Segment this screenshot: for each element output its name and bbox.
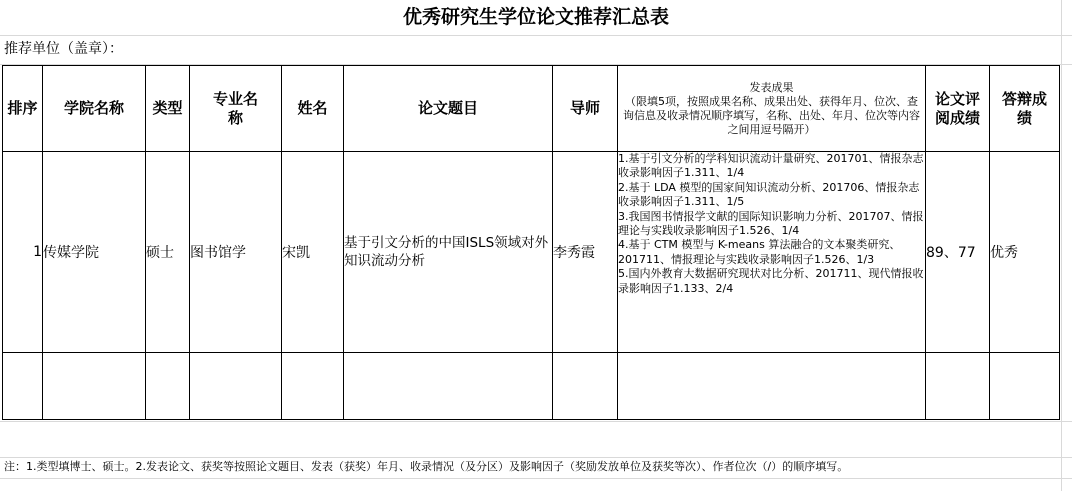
header-row bbox=[3, 66, 1060, 152]
header-major: 专业名称 bbox=[190, 66, 282, 152]
empty-cell[interactable] bbox=[344, 353, 553, 420]
publication-item: 1.基于引文分析的学科知识流动计量研究、201701、情报杂志收录影响因子1.311、1/4 bbox=[618, 152, 924, 180]
empty-cell[interactable] bbox=[3, 353, 43, 420]
header-review-score: 论文评阅成绩 bbox=[926, 66, 990, 152]
empty-cell[interactable] bbox=[146, 353, 190, 420]
empty-cell[interactable] bbox=[43, 353, 146, 420]
footnote: 注：1.类型填博士、硕士。2.发表论文、获奖等按照论文题目、发表（获奖）年月、收录情况（及分区）及影响因子（奖励发放单位及获奖等次）、作者位次（/）的顺序填写。 bbox=[4, 460, 849, 473]
recommending-unit-label: 推荐单位（盖章）： bbox=[4, 41, 123, 57]
page-title: 优秀研究生学位论文推荐汇总表 bbox=[402, 6, 669, 28]
empty-cell[interactable] bbox=[190, 353, 282, 420]
empty-cell[interactable] bbox=[553, 353, 618, 420]
header-publications bbox=[618, 66, 926, 152]
cell-defense-score[interactable]: 优秀 bbox=[990, 152, 1060, 353]
header-college: 学院名称 bbox=[43, 66, 146, 152]
empty-cell[interactable] bbox=[618, 353, 926, 420]
publication-item: 3.我国图书情报学文献的国际知识影响力分析、201707、情报理论与实践收录影响因子1.526、1/4 bbox=[618, 209, 924, 238]
publication-item: 2.基于 LDA 模型的国家间知识流动分析、201706、情报杂志收录影响因子1.311、1/5 bbox=[618, 180, 920, 209]
empty-cell[interactable] bbox=[926, 353, 990, 420]
publication-item: 5.国内外教育大数据研究现状对比分析、201711、现代情报收录影响因子1.133、2/4 bbox=[618, 267, 924, 295]
table-row bbox=[3, 152, 1060, 353]
header-advisor: 导师 bbox=[553, 66, 618, 152]
empty-cell[interactable] bbox=[990, 353, 1060, 420]
empty-cell[interactable] bbox=[282, 353, 344, 420]
cell-publications[interactable] bbox=[618, 152, 926, 353]
header-publications-title: 发表成果 bbox=[749, 80, 794, 94]
header-name: 姓名 bbox=[282, 66, 344, 152]
header-defense-score: 答辩成绩 bbox=[990, 66, 1060, 152]
header-rank: 排序 bbox=[3, 66, 43, 152]
header-type: 类型 bbox=[146, 66, 190, 152]
header-publications-note: （限填5项，按照成果名称、成果出处、获得年月、位次、查询信息及收录情况顺序填写，名称、出处、年月、位次等内容之间用逗号隔开） bbox=[623, 94, 920, 136]
cell-major[interactable]: 图书馆学 bbox=[190, 152, 282, 353]
header-thesis-title: 论文题目 bbox=[344, 66, 553, 152]
cell-name[interactable]: 宋凯 bbox=[282, 152, 344, 353]
cell-college[interactable]: 传媒学院 bbox=[43, 152, 146, 353]
cell-advisor[interactable]: 李秀霞 bbox=[553, 152, 618, 353]
cell-thesis-title[interactable]: 基于引文分析的中国ISLS领域对外知识流动分析 bbox=[344, 152, 553, 353]
empty-table-row bbox=[3, 353, 1060, 420]
cell-rank[interactable]: 1 bbox=[3, 152, 43, 353]
cell-type[interactable]: 硕士 bbox=[146, 152, 190, 353]
cell-review-score[interactable]: 89、77 bbox=[926, 152, 990, 353]
recommendation-table bbox=[2, 65, 1060, 420]
publication-item: 4.基于 CTM 模型与 K-means 算法融合的文本聚类研究、201711、情报理论与实践收录影响因子1.526、1/3 bbox=[618, 238, 901, 266]
